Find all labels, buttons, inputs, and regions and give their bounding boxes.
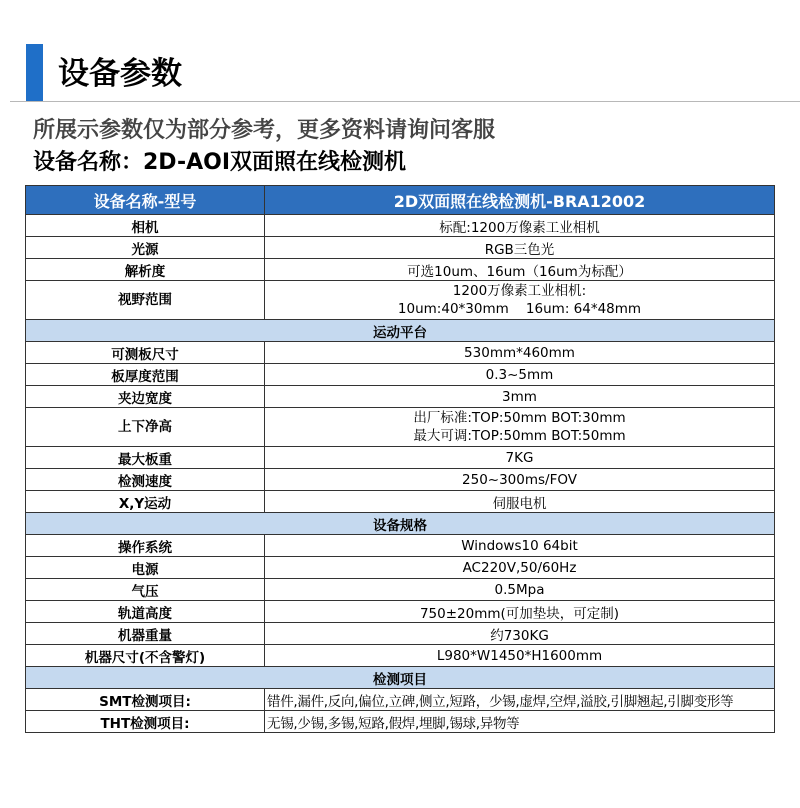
header-value-cell: 2D双面照在线检测机-BRA12002 — [265, 186, 775, 215]
row-value-line2: 最大可调:TOP:50mm BOT:50mm — [413, 428, 626, 444]
row-value: 7KG — [265, 447, 775, 469]
row-key: X,Y运动 — [26, 491, 265, 513]
table-row — [26, 689, 775, 711]
row-value: 0.3~5mm — [265, 364, 775, 386]
row-key: 上下净高 — [26, 408, 265, 447]
row-value: RGB三色光 — [265, 237, 775, 259]
row-key: 轨道高度 — [26, 601, 265, 623]
table-header-row — [26, 186, 775, 215]
row-value: 3mm — [265, 386, 775, 408]
table-row — [26, 469, 775, 491]
table-row — [26, 601, 775, 623]
row-key: 板厚度范围 — [26, 364, 265, 386]
section-title: 运动平台 — [26, 320, 775, 342]
table-row — [26, 342, 775, 364]
row-key: 机器尺寸(不含警灯) — [26, 645, 265, 667]
row-key: 解析度 — [26, 259, 265, 281]
row-value: 可选10um、16um（16um为标配） — [265, 259, 775, 281]
row-key: 机器重量 — [26, 623, 265, 645]
table-row — [26, 579, 775, 601]
table-row — [26, 447, 775, 469]
table-row — [26, 259, 775, 281]
row-key: 最大板重 — [26, 447, 265, 469]
table-row — [26, 557, 775, 579]
row-value-line1: 出厂标准:TOP:50mm BOT:30mm — [413, 410, 626, 426]
row-value — [265, 281, 775, 320]
device-name-heading: 设备名称：2D-AOI双面照在线检测机 — [33, 150, 407, 175]
section-row — [26, 667, 775, 689]
table-row — [26, 408, 775, 447]
disclaimer-text: 所展示参数仅为部分参考，更多资料请询问客服 — [33, 118, 496, 143]
row-key: 夹边宽度 — [26, 386, 265, 408]
header-divider — [10, 101, 800, 102]
row-key: 电源 — [26, 557, 265, 579]
row-value: 约730KG — [265, 623, 775, 645]
table-row — [26, 623, 775, 645]
table-row — [26, 711, 775, 733]
row-key: 光源 — [26, 237, 265, 259]
table-row — [26, 645, 775, 667]
row-key: 气压 — [26, 579, 265, 601]
row-value: 530mm*460mm — [265, 342, 775, 364]
section-title: 设备规格 — [26, 513, 775, 535]
row-value: L980*W1450*H1600mm — [265, 645, 775, 667]
row-value: 250~300ms/FOV — [265, 469, 775, 491]
row-value: 0.5Mpa — [265, 579, 775, 601]
row-key: 可测板尺寸 — [26, 342, 265, 364]
row-key: 视野范围 — [26, 281, 265, 320]
table-row — [26, 364, 775, 386]
row-key: SMT检测项目: — [26, 689, 265, 711]
row-value: 错件,漏件,反向,偏位,立碑,侧立,短路，少锡,虚焊,空焊,溢胶,引脚翘起,引脚变形等 — [265, 689, 775, 711]
section-row — [26, 513, 775, 535]
row-value-line1: 1200万像素工业相机: — [452, 283, 587, 299]
row-value-line2: 10um:40*30mm 16um: 64*48mm — [397, 301, 642, 317]
spec-table — [25, 185, 775, 733]
table-row — [26, 237, 775, 259]
row-key: 操作系统 — [26, 535, 265, 557]
row-value: 标配:1200万像素工业相机 — [265, 215, 775, 237]
section-title: 检测项目 — [26, 667, 775, 689]
row-key: THT检测项目: — [26, 711, 265, 733]
table-row — [26, 491, 775, 513]
row-value — [265, 408, 775, 447]
table-row — [26, 386, 775, 408]
row-value: Windows10 64bit — [265, 535, 775, 557]
row-value: AC220V,50/60Hz — [265, 557, 775, 579]
row-value: 750±20mm(可加垫块，可定制) — [265, 601, 775, 623]
accent-bar — [26, 44, 43, 102]
table-row — [26, 535, 775, 557]
row-value: 伺服电机 — [265, 491, 775, 513]
row-key: 检测速度 — [26, 469, 265, 491]
row-key: 相机 — [26, 215, 265, 237]
page-header — [0, 44, 800, 102]
page-title: 设备参数 — [58, 56, 182, 92]
table-row — [26, 281, 775, 320]
section-row — [26, 320, 775, 342]
table-row — [26, 215, 775, 237]
header-key-cell: 设备名称-型号 — [26, 186, 265, 215]
row-value: 无锡,少锡,多锡,短路,假焊,埋脚,锡球,异物等 — [265, 711, 775, 733]
